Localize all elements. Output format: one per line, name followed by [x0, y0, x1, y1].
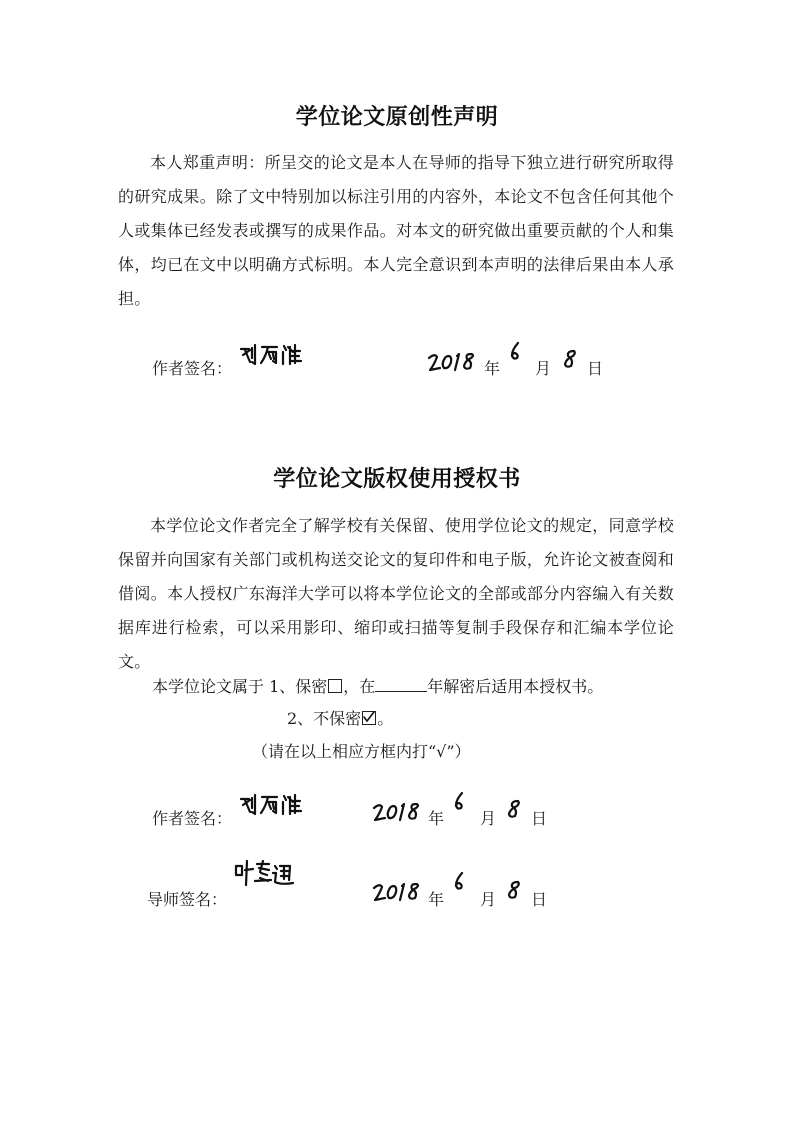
author-handwritten-signature: [238, 342, 308, 368]
year-unit: 年: [484, 359, 501, 378]
day-handwritten: [561, 348, 579, 372]
advisor-handwritten-signature: [233, 858, 297, 888]
year-unit-3: 年: [428, 890, 445, 909]
day-unit: 日: [587, 359, 604, 378]
secret-checkbox[interactable]: [328, 679, 342, 693]
year-handwritten: [427, 350, 483, 374]
author-signature-label-2: 作者签名：: [152, 809, 233, 828]
day-handwritten-3: [505, 879, 523, 903]
day-unit-3: 日: [531, 890, 548, 909]
year-unit-2: 年: [428, 809, 445, 828]
declaration-body: 本人郑重声明：所呈交的论文是本人在导师的指导下独立进行研究所取得的研究成果。除了文中特别加以标注引用的内容外，本论文不包含任何其他个人或集体已经发表或撰写的成果作品。对本文的研究做出重要贡献的个人和集体，均已在文中以明确方式标明。本人完全意识到本声明的法律后果由本人承担。: [118, 153, 674, 308]
authorization-title: 学位论文版权使用授权书: [273, 467, 521, 492]
month-handwritten-3: [450, 870, 468, 894]
month-unit: 月: [535, 359, 552, 378]
authorization-body: 本学位论文作者完全了解学校有关保留、使用学位论文的规定，同意学校保留并向国家有关部门或机构送交论文的复印件和电子版，允许论文被查阅和借阅。本人授权广东海洋大学可以将本学位论文的全部或部分内容编入有关数据库进行检索，可以采用影印、缩印或扫描等复制手段保存和汇编本学位论文。: [118, 516, 674, 671]
check-mark-icon: [362, 709, 376, 723]
day-handwritten-2: [505, 798, 523, 822]
author-signature-label: 作者签名：: [152, 359, 233, 378]
advisor-signature-label: 导师签名：: [147, 890, 228, 909]
secret-option-line: [152, 676, 603, 698]
year-handwritten-3: [372, 880, 428, 904]
nonsecret-option-text: 2、不保密: [287, 709, 362, 728]
declaration-title: 学位论文原创性声明: [295, 105, 499, 130]
month-unit-2: 月: [480, 809, 497, 828]
nonsecret-option-suffix: 。: [377, 709, 394, 728]
checkbox-instruction-note: （请在以上相应方框内打“√”）: [252, 742, 471, 761]
nonsecret-checkbox[interactable]: [362, 711, 376, 725]
secret-option-suffix: 年解密后适用本授权书。: [427, 677, 604, 696]
secret-option-text: 本学位论文属于 1、保密: [152, 677, 328, 696]
secret-option-mid: ，在: [343, 677, 376, 696]
unlock-year-blank[interactable]: [375, 676, 427, 692]
nonsecret-option-line: [287, 708, 393, 730]
month-handwritten-2: [450, 790, 468, 814]
author-handwritten-signature-2: [238, 792, 308, 818]
month-handwritten: [506, 340, 524, 364]
year-handwritten-2: [372, 800, 428, 824]
day-unit-2: 日: [531, 809, 548, 828]
month-unit-3: 月: [480, 890, 497, 909]
